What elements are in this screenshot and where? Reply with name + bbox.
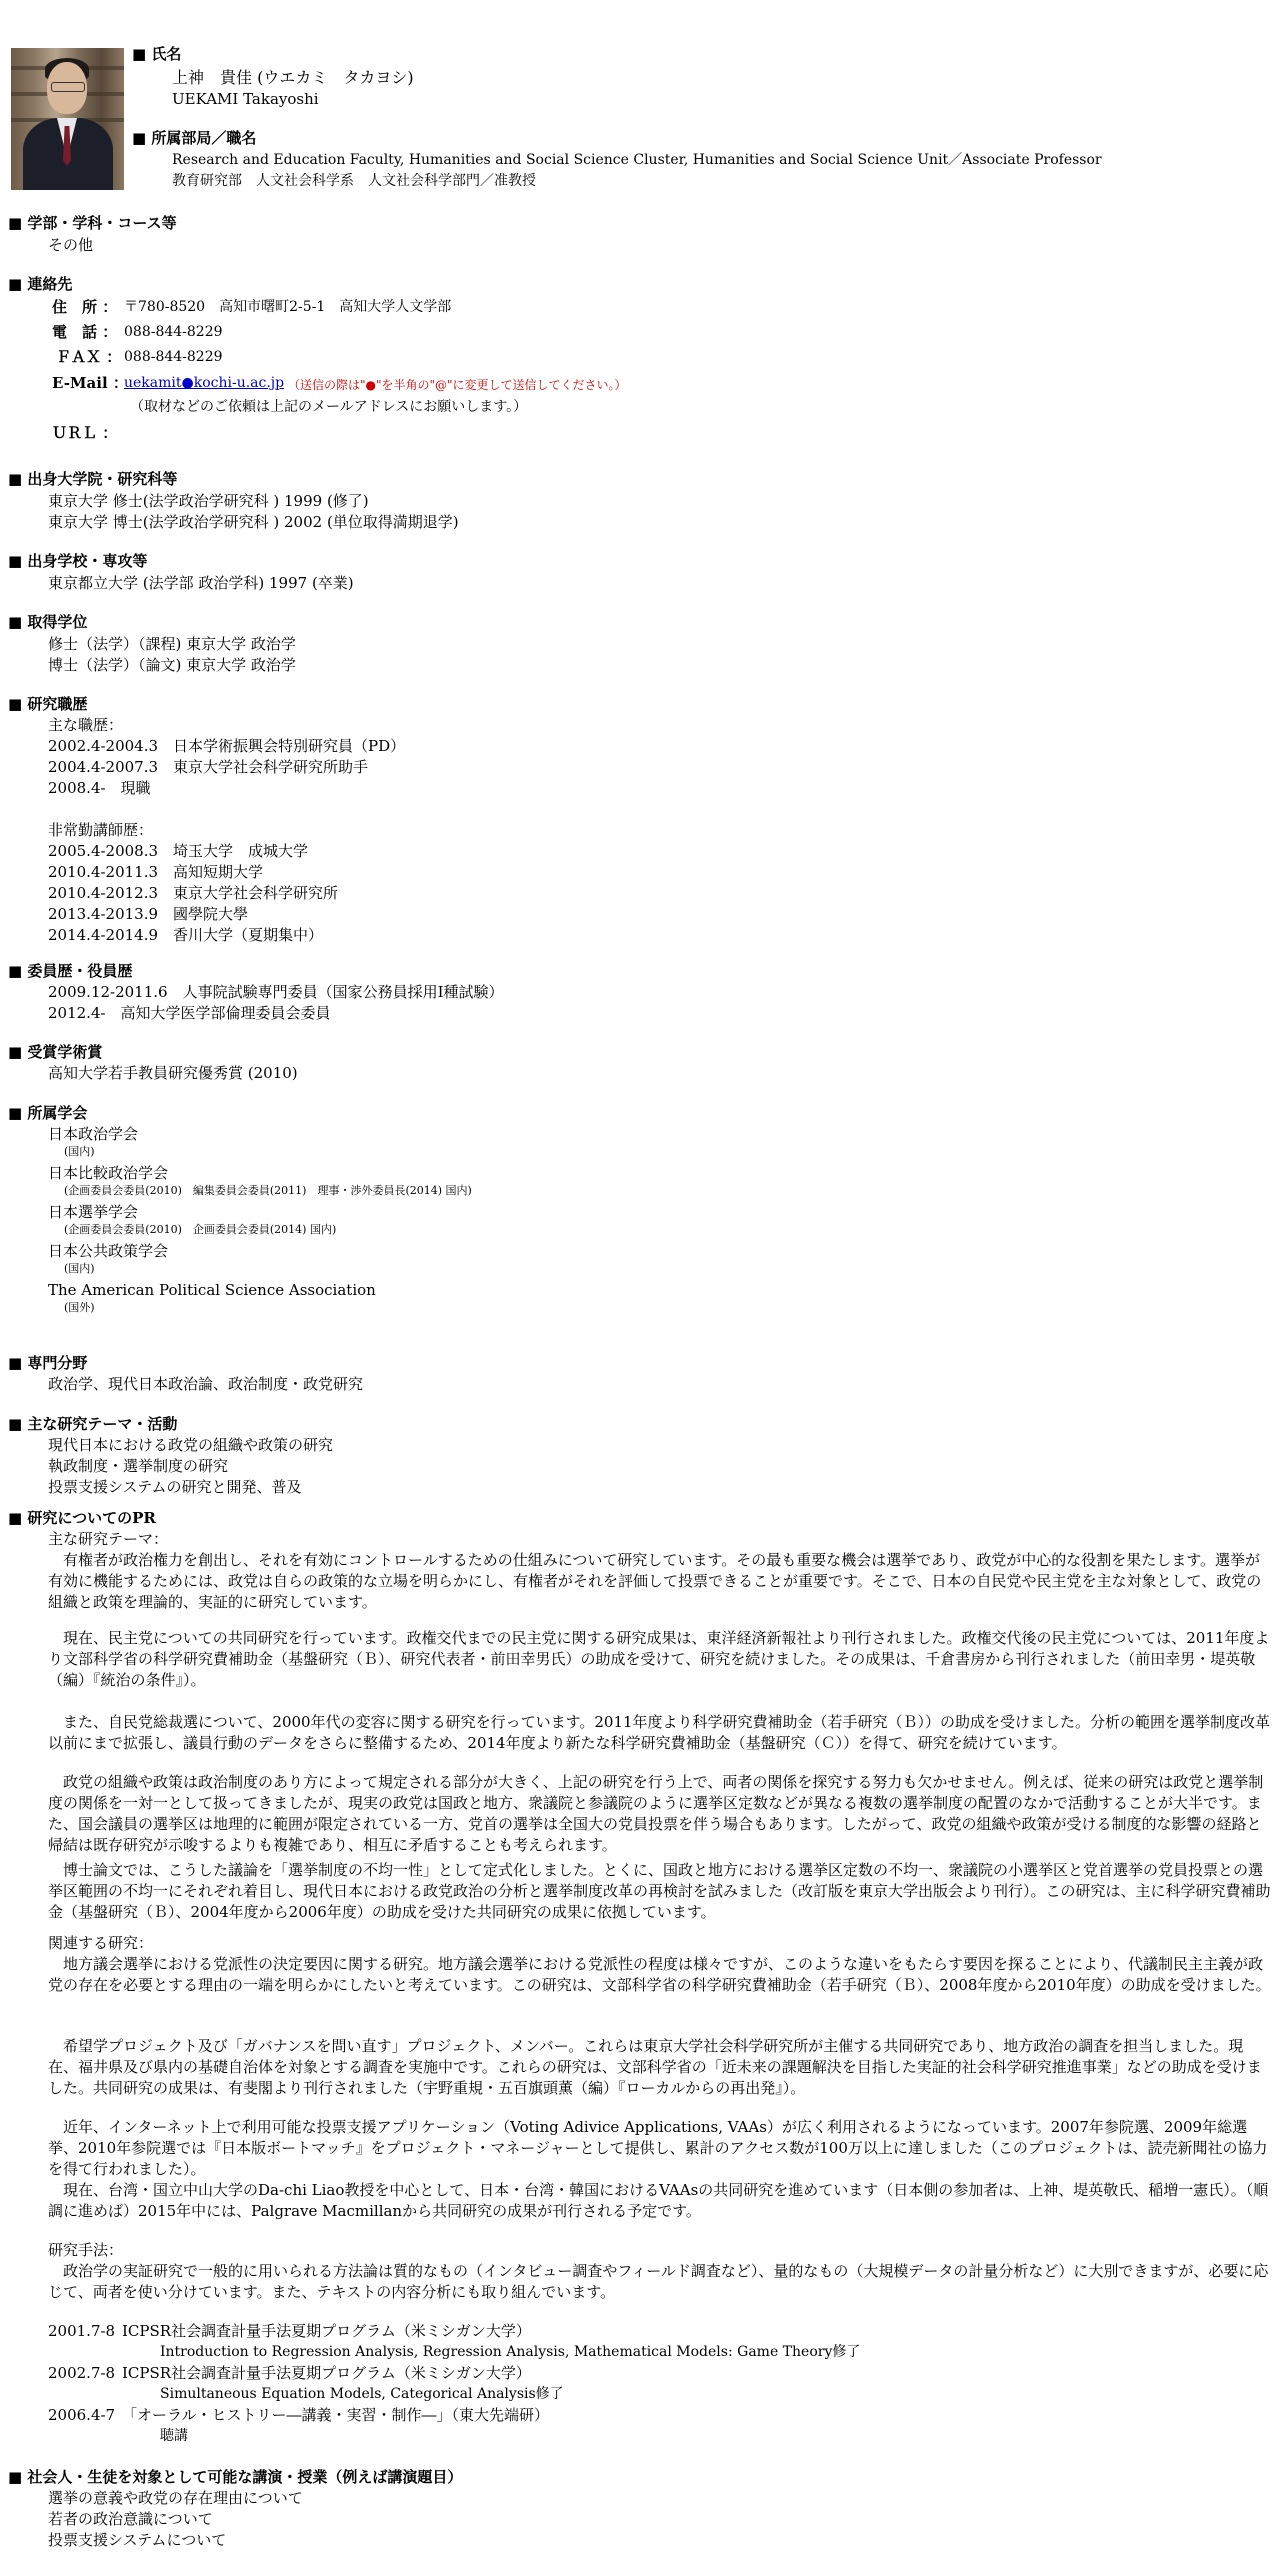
- training-date: 2002.7-8: [48, 2364, 116, 2382]
- society-name: 日本公共政策学会: [48, 1242, 169, 1260]
- list-item: 2008.4- 現職: [48, 779, 151, 797]
- pr-paragraph: 現在、台湾・国立中山大学のDa-chi Liao教授を中心として、日本・台湾・韓国におけるVAAsの共同研究を進めています（日本側の参加者は、上神、堤英敬氏、稲増一憲氏）。（順調に進めば）2015年中には、Palgrave Macmillanから共同研究の成果が刊行される予定です。: [48, 2181, 1269, 2220]
- society-name: The American Political Science Association: [48, 1281, 376, 1299]
- grad-school-list: [48, 491, 459, 533]
- list-item: 2005.4-2008.3 埼玉大学 成城大学: [48, 842, 309, 860]
- pr-paragraph: 現在、民主党についての共同研究を行っています。政権交代までの民主党に関する研究成果は、東洋経済新報社より刊行されました。政権交代後の民主党については、2011年度より文部科学省の科学研究費補助金（基盤研究（Ｂ）、研究代表者・前田幸男氏）の助成を受けて、研究を続けました。その成果は、千倉書房から刊行されました（前田幸男・堤英敬（編）『統治の条件』）。: [48, 1629, 1270, 1689]
- department-value: その他: [48, 236, 94, 254]
- url-label: ＵＲＬ ：: [52, 424, 118, 442]
- career-heading: ■ 研究職歴: [8, 695, 88, 713]
- training-detail: Simultaneous Equation Models, Categorical Analysis修了: [160, 2386, 564, 2402]
- training-title: ICPSR社会調査計量手法夏期プログラム（米ミシガン大学）: [122, 2322, 531, 2340]
- pr-paragraph: 近年、インターネット上で利用可能な投票支援アプリケーション（Voting Adivice Applications, VAAs）が広く利用されるようになっています。2007年参院選、2009年総選挙、2010年参院選では『日本版ボートマッチ』をプロジェクト・マネージャーとして提供し、累計のアクセス数が100万以上に達しました（このプロジェクトは、読売新聞社の協力を得て行われました）。: [48, 2118, 1268, 2178]
- society-name: 日本政治学会: [48, 1125, 139, 1143]
- society-note: (企画委員会委員(2010) 企画委員会委員(2014) 国内): [64, 1223, 337, 1236]
- department-heading: ■ 学部・学科・コース等: [8, 214, 177, 232]
- societies-list: [48, 1124, 472, 1315]
- list-item: 現代日本における政党の組織や政策の研究: [48, 1436, 334, 1454]
- affiliation-japanese: 教育研究部 人文社会科学系 人文社会科学部門／准教授: [172, 173, 536, 189]
- committees-heading: ■ 委員歴・役員歴: [8, 962, 133, 980]
- committees-list: [48, 982, 504, 1024]
- degrees-list: [48, 634, 296, 676]
- training-date: 2006.4-7: [48, 2406, 116, 2424]
- pr-paragraph: 政治学の実証研究で一般的に用いられる方法論は質的なもの（インタビュー調査やフィールド調査など）、量的なもの（大規模データの計量分析など）に大別できますが、必要に応じて、両者を使い分けています。また、テキストの内容分析にも取り組んでいます。: [48, 2262, 1269, 2301]
- name-heading: ■ 氏名: [132, 45, 182, 63]
- society-note: (国内): [64, 1145, 95, 1158]
- address-label: 住 所 ：: [52, 298, 118, 316]
- grad-school-heading: ■ 出身大学院・研究科等: [8, 470, 178, 488]
- list-item: 2012.4- 高知大学医学部倫理委員会委員: [48, 1004, 331, 1022]
- training-title: 「オーラル・ヒストリー―講義・実習・制作―」（東大先端研）: [122, 2406, 550, 2424]
- email-link[interactable]: uekamit●kochi-u.ac.jp: [124, 375, 285, 391]
- list-item: 選挙の意義や政党の存在理由について: [48, 2489, 303, 2507]
- pr-paragraph: 博士論文では、こうした議論を「選挙制度の不均一性」として定式化しました。とくに、国政と地方における選挙区定数の不均一、衆議院の小選挙区と党首選挙の党員投票との選挙区範囲の不均一にそれぞれ着目し、現代日本における政党政治の分析と選挙制度改革の再検討を試みました（改訂版を東京大学出版会より刊行）。この研究は、主に科学研究費補助金（基盤研究（Ｂ）、2004年度から2006年度）の助成を受けた共同研究の成果に依拠しています。: [48, 1861, 1271, 1921]
- name-english: UEKAMI Takayoshi: [172, 90, 319, 108]
- phone-label: 電 話 ：: [52, 323, 118, 341]
- email-request: （取材などのご依頼は上記のメールアドレスにお願いします。）: [130, 399, 528, 415]
- themes-heading: ■ 主な研究テーマ・活動: [8, 1415, 178, 1433]
- affiliation-heading: ■ 所属部局／職名: [132, 129, 257, 147]
- training-date: 2001.7-8: [48, 2322, 116, 2340]
- list-item: 2010.4-2011.3 高知短期大学: [48, 863, 264, 881]
- email-note: （送信の際は"●"を半角の"@"に変更して送信してください。）: [288, 378, 627, 392]
- lectures-heading: ■ 社会人・生徒を対象として可能な講演・授業（例えば講演題目）: [8, 2468, 463, 2486]
- fax-label: ＦＡＸ ：: [56, 348, 122, 366]
- pr-paragraph: 有権者が政治権力を創出し、それを有効にコントロールするための仕組みについて研究しています。その最も重要な機会は選挙であり、政党が中心的な役割を果たします。選挙が有効に機能するためには、政党は自らの政策的な立場を明らかにし、有権者がそれを評価して投票できることが重要です。そこで、日本の自民党や民主党を主な対象として、政党の組織と政策を理論的、実証的に研究しています。: [48, 1551, 1262, 1611]
- list-item: 若者の政治意識について: [48, 2510, 213, 2528]
- training-title: ICPSR社会調査計量手法夏期プログラム（米ミシガン大学）: [122, 2364, 531, 2382]
- society-note: (国内): [64, 1262, 95, 1275]
- pr-heading: ■ 研究についてのPR: [8, 1509, 156, 1527]
- list-item: 2014.4-2014.9 香川大学（夏期集中）: [48, 926, 324, 944]
- career-list: [48, 715, 405, 946]
- training-detail: 聴講: [160, 2428, 188, 2444]
- list-item: 東京都立大学 (法学部 政治学科) 1997 (卒業): [48, 574, 354, 592]
- pr-paragraph: 政党の組織や政策は政治制度のあり方によって規定される部分が大きく、上記の研究を行う上で、両者の関係を探究する努力も欠かせません。例えば、従来の研究は政党と選挙制度の関係を一対一として扱ってきましたが、現実の政党は国政と地方、衆議院と参議院のように選挙区定数などが異なる複数の選挙制度の配置のなかで活動することが大半です。また、国会議員の選挙区は地理的に範囲が限定されている一方、党首の選挙は全国大の党員投票を伴う場合もあります。したがって、政党の組織や政策が受ける制度的な影響の経路と帰結は既存研究が示唆するよりも複雑であり、相互に矛盾することも考えられます。: [48, 1773, 1264, 1854]
- pr-main-label: 主な研究テーマ：: [48, 1530, 169, 1548]
- list-item: 修士（法学）（課程) 東京大学 政治学: [48, 635, 296, 653]
- list-item: 高知大学若手教員研究優秀賞 (2010): [48, 1064, 298, 1082]
- societies-heading: ■ 所属学会: [8, 1104, 88, 1122]
- pr-method-label: 研究手法：: [48, 2241, 124, 2259]
- society-note: (企画委員会委員(2010) 編集委員会委員(2011) 理事・渉外委員長(2014) 国内): [64, 1184, 472, 1197]
- list-item: 2013.4-2013.9 國學院大學: [48, 905, 249, 923]
- list-item: 投票支援システムについて: [48, 2531, 227, 2549]
- list-item: 博士（法学）（論文) 東京大学 政治学: [48, 656, 296, 674]
- list-item: 2009.12-2011.6 人事院試験専門委員（国家公務員採用Ⅰ種試験）: [48, 983, 504, 1001]
- profile-photo: [11, 48, 124, 190]
- specialty-list: [48, 1374, 363, 1395]
- list-item: 執政制度・選挙制度の研究: [48, 1457, 229, 1475]
- contact-heading: ■ 連絡先: [8, 275, 73, 293]
- themes-list: [48, 1435, 333, 1498]
- list-item: 2002.4-2004.3 日本学術振興会特別研究員（PD）: [48, 737, 406, 755]
- email-label: E-Mail ：: [52, 374, 128, 392]
- pr-paragraph: また、自民党総裁選について、2000年代の変容に関する研究を行っています。2011年度より科学研究費補助金（若手研究（Ｂ））の助成を受けました。分析の範囲を選挙制度改革以前にまで拡張し、議員行動のデータをさらに整備するため、2014年度より新たな科学研究費補助金（基盤研究（Ｃ））を得て、研究を続けています。: [48, 1713, 1271, 1752]
- pr-related-label: 関連する研究：: [48, 1934, 154, 1952]
- pr-paragraph: 希望学プロジェクト及び「ガバナンスを問い直す」プロジェクト、メンバー。これらは東京大学社会科学研究所が主催する共同研究であり、地方政治の調査を担当しました。現在、福井県及び県内の基礎自治体を対象とする調査を実施中です。これらの研究は、文部科学省の「近未来の課題解決を目指した実証的社会科学研究推進事業」などの助成を受けました。共同研究の成果は、有斐閣より刊行されました（宇野重規・五百旗頭薫（編）『ローカルからの再出発』）。: [48, 2037, 1262, 2097]
- name-japanese: 上神 貴佳 (ウエカミ タカヨシ): [172, 68, 414, 87]
- degrees-heading: ■ 取得学位: [8, 613, 88, 631]
- affiliation-english: Research and Education Faculty, Humanities and Social Science Cluster, Humanities and Social Science Unit／Associate Professor: [172, 152, 1102, 168]
- list-item: 投票支援システムの研究と開発、普及: [48, 1478, 302, 1496]
- career-main-label: 主な職歴：: [48, 716, 124, 734]
- list-item: 東京大学 修士(法学政治学研究科 ) 1999 (修了): [48, 492, 369, 510]
- awards-list: [48, 1063, 298, 1084]
- list-item: 2004.4-2007.3 東京大学社会科学研究所助手: [48, 758, 369, 776]
- school-list: [48, 573, 354, 594]
- society-name: 日本比較政治学会: [48, 1164, 169, 1182]
- awards-heading: ■ 受賞学術賞: [8, 1043, 103, 1061]
- society-name: 日本選挙学会: [48, 1203, 139, 1221]
- training-detail: Introduction to Regression Analysis, Regression Analysis, Mathematical Models: Game Theory修了: [160, 2344, 861, 2360]
- list-item: 政治学、現代日本政治論、政治制度・政党研究: [48, 1375, 364, 1393]
- address-value: 〒780-8520 高知市曙町2-5-1 高知大学人文学部: [124, 299, 452, 315]
- pr-paragraph: 地方議会選挙における党派性の決定要因に関する研究。地方議会選挙における党派性の程度は様々ですが、このような違いをもたらす要因を探ることにより、代議制民主主義が政党の存在を必要とする理由の一端を明らかにしたいと考えています。この研究は、文部科学省の科学研究費補助金（若手研究（Ｂ）、2008年度から2010年度）の助成を受けました。: [48, 1955, 1271, 1994]
- specialty-heading: ■ 専門分野: [8, 1354, 88, 1372]
- fax-value: 088-844-8229: [124, 349, 223, 365]
- list-item: 東京大学 博士(法学政治学研究科 ) 2002 (単位取得満期退学): [48, 513, 459, 531]
- school-heading: ■ 出身学校・専攻等: [8, 552, 148, 570]
- society-note: (国外): [64, 1301, 95, 1314]
- lectures-list: [48, 2488, 303, 2551]
- career-part-label: 非常勤講師歴：: [48, 821, 154, 839]
- list-item: 2010.4-2012.3 東京大学社会科学研究所: [48, 884, 339, 902]
- phone-value: 088-844-8229: [124, 324, 223, 340]
